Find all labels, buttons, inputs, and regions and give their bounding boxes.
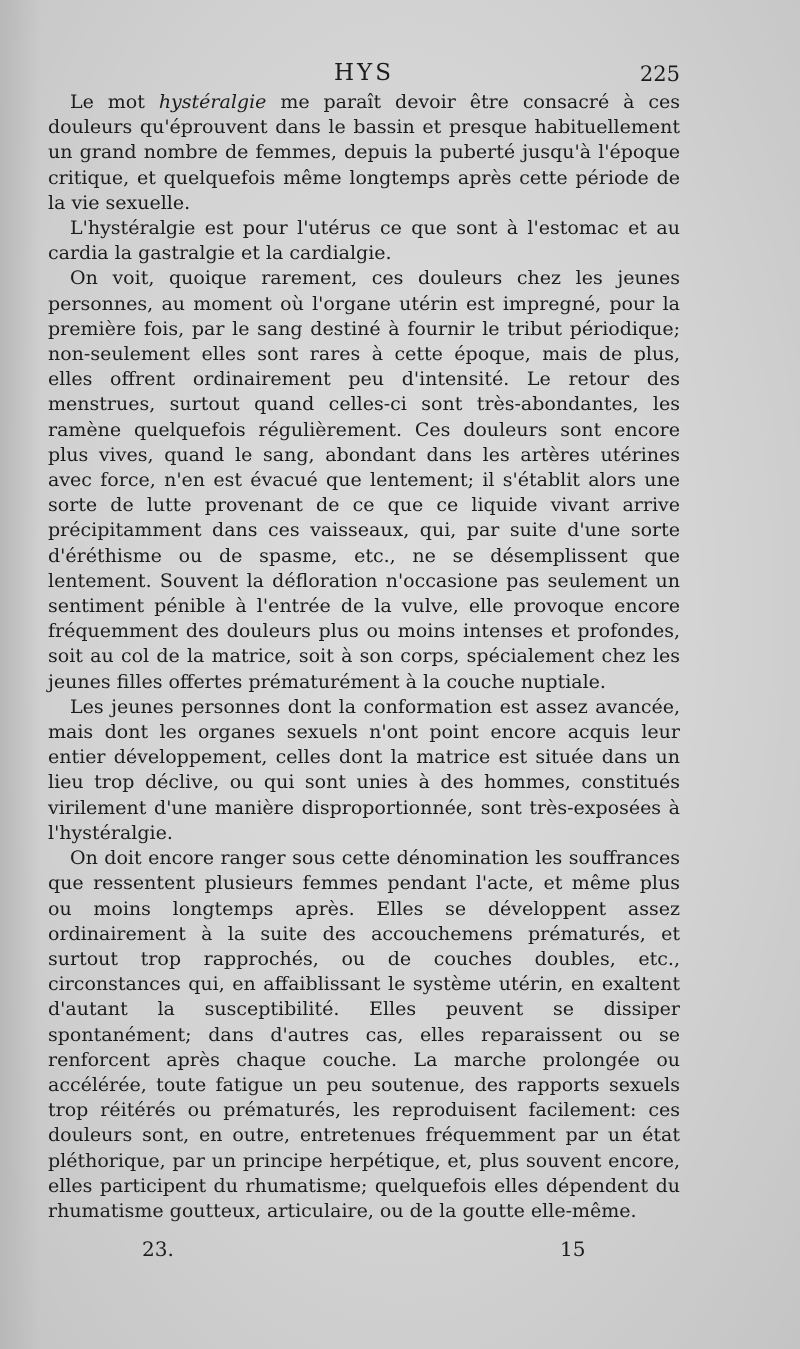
paragraph-comparison: L'hystéralgie est pour l'utérus ce que sont à l'estomac et au cardia la gastralgie et la cardialgie. <box>48 217 680 265</box>
sheet-signature: 15 <box>560 1237 586 1261</box>
paragraph-continuation: me paraît devoir être consacré à ces douleurs qu'éprouvent dans le bassin et presque habituellement un grand nombre de femmes, depuis la puberté jusqu'à l'époque critique, et quelquefois même longtemps après cette période de la vie sexuelle. <box>48 91 681 214</box>
paragraph-young-persons: On voit, quoique rarement, ces douleurs chez les jeunes personnes, au moment où l'organe utérin est impregné, pour la première fois, par le sang destiné à fournir le tribut périodique; non-seulement elles sont rares à cette époque, mais de plus, elles offrent ordinairement peu d'intensité. Le retour des menstrues, surtout quand celles-ci sont très-abondantes, les ramène quelquefois régulièrement. Ces douleurs sont encore plus vives, quand le sang, abondant dans les artères utérines avec force, n'en est évacué que lentement; il s'établit alors une sorte de lutte provenant de ce que ce liquide vivant arrive précipitamment dans ces vaisseaux, qui, par suite d'une sorte d'éréthisme ou de spasme, etc., ne se désemplissent que lentement. Souvent la défloration n'occasione pas seulement un sentiment pénible à l'entrée de la vulve, elle provoque encore fréquemment des douleurs plus ou moins intenses et profondes, soit au col de la matrice, soit à son corps, spécialement chez les jeunes filles offertes prématurément à la couche nuptiale. <box>48 267 680 693</box>
signature-line <box>48 1237 680 1265</box>
paragraph-conformation: Les jeunes personnes dont la conformation est assez avancée, mais dont les organes sexuels n'ont point encore acquis leur entier développement, celles dont la matrice est située dans un lieu trop déclive, ou qui sont unies à des hommes, constitués virilement d'une manière disproportionnée, sont très-exposées à l'hystéralgie. <box>48 695 680 844</box>
running-head <box>48 58 680 88</box>
gutter-shadow <box>0 0 40 1349</box>
body-text <box>48 90 680 1224</box>
paragraph-lead: Le mot <box>70 91 159 113</box>
paragraph-other-sufferings: On doit encore ranger sous cette dénomination les souffrances que ressentent plusieurs femmes pendant l'acte, et même plus ou moins longtemps après. Elles se développent assez ordinairement à la suite des accouchemens prématurés, et surtout trop rapprochés, ou de couches doubles, etc., circonstances qui, en affaiblissant le système utérin, en exaltent d'autant la susceptibilité. Elles peuvent se dissiper spontanément; dans d'autres cas, elles reparaissent ou se renforcent après chaque couche. La marche prolongée ou accélérée, toute fatigue un peu soutenue, des rapports sexuels trop réitérés ou prématurés, les reproduisent facilement: ces douleurs sont, en outre, entretenues fréquemment par un état pléthorique, par un principe herpétique, et, plus souvent encore, elles participent du rhumatisme; quelquefois elles dépendent du rhumatisme goutteux, articulaire, ou de la goutte elle-même. <box>48 847 680 1222</box>
volume-mark: 23. <box>142 1237 174 1261</box>
page-number: 225 <box>639 62 680 86</box>
paragraph-definition <box>48 90 680 216</box>
italic-term: hystéralgie <box>158 91 267 113</box>
running-head-title: HYS <box>334 60 394 86</box>
